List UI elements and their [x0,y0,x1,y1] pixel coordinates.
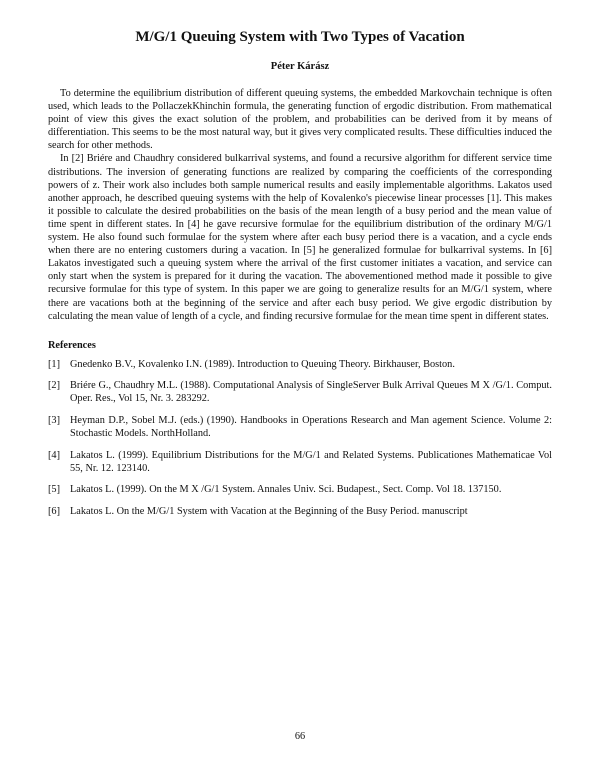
reference-number: [6] [48,505,61,517]
paragraph: In [2] Briére and Chaudhry considered bulkarrival systems, and found a recursive algorithm for different service time distributions. The inversion of generating functions are realized by comparing the coefficients of the corresponding powers of z. Their work also includes both sample numerical results and easily implementable algorithms. Lakatos used another approach, he described queuing systems with the help of Kovalenko's piecewise linear processes [1]. This makes it possible to calculate the desired probabilities on the basis of the mean length of a busy period and the mean value of time spent in different states. In [4] he gave recursive formulae for the equilibrium distribution of the ordinary M/G/1 system. He also found such formulae for the system where after each busy period there is a vacation, and a cycle ends when there are no entering customers during a vacation. In [5] he generalized formulae for bulkarrival systems. In [6] Lakatos investigated such a queuing system where the arrival of the first customer initiates a vacation, and service can only start when the system is prepared for it during the vacation. The abovementioned method made it possible to give recursive formulae for this type of system. In this paper we are going to generalize results for an M/G/1 system, where there are vacations both at the beginning of the service and after each busy period. We give ergodic distribution by calculating the mean value of length of a cycle, and finding recursive formulae for the mean time spent in different states. [48,153,552,322]
reference-item [48,483,552,496]
reference-number: [4] [48,449,61,461]
reference-number: [1] [48,358,61,370]
reference-item [48,414,552,440]
reference-number: [2] [48,380,61,392]
page-number: 66 [294,731,306,742]
reference-number: [5] [48,484,61,496]
references-list [48,358,552,518]
paper-title: M/G/1 Queuing System with Two Types of Vacation [135,29,465,45]
reference-text: Heyman D.P., Sobel M.J. (eds.) (1990). Handbooks in Operations Research and Man agement Science. Volume 2: Stochastic Models. NorthHolland. [70,414,552,440]
reference-number: [3] [48,414,61,426]
reference-item [48,505,552,518]
references-heading: References [48,339,96,351]
reference-item [48,358,552,371]
reference-item [48,379,552,405]
paragraph: To determine the equilibrium distribution of different queuing systems, the embedded Markovchain technique is often used, which leads to the PollaczekKhinchin formula, the generating function of ergodic distribution. From mathematical point of view this gives the exact solution of the problem, and probabilities can be derived from it by means of differentiation. This seems to be the most natural way, but it gives very complicated results. These difficulties induced the search for other methods. [48,88,552,152]
reference-item [48,449,552,475]
reference-text: Lakatos L. (1999). Equilibrium Distributions for the M/G/1 and Related Systems. Publicationes Mathematicae Vol 55, Nr. 12. 123140. [70,449,552,474]
introduction-text [48,87,552,323]
paper-page [48,28,552,527]
reference-text: Briére G., Chaudhry M.L. (1988). Computational Analysis of SingleServer Bulk Arrival Queues M X /G/1. Comput. Oper. Res., Vol 15, Nr. 3. 283292. [70,380,552,405]
reference-text: Gnedenko B.V., Kovalenko I.N. (1989). Introduction to Queuing Theory. Birkhauser, Boston. [70,358,455,370]
reference-text: Lakatos L. On the M/G/1 System with Vacation at the Beginning of the Busy Period. manuscript [70,505,468,517]
reference-text: Lakatos L. (1999). On the M X /G/1 System. Annales Univ. Sci. Budapest., Sect. Comp. Vol 18. 137150. [70,484,502,496]
author-name: Péter Kárász [270,61,330,72]
